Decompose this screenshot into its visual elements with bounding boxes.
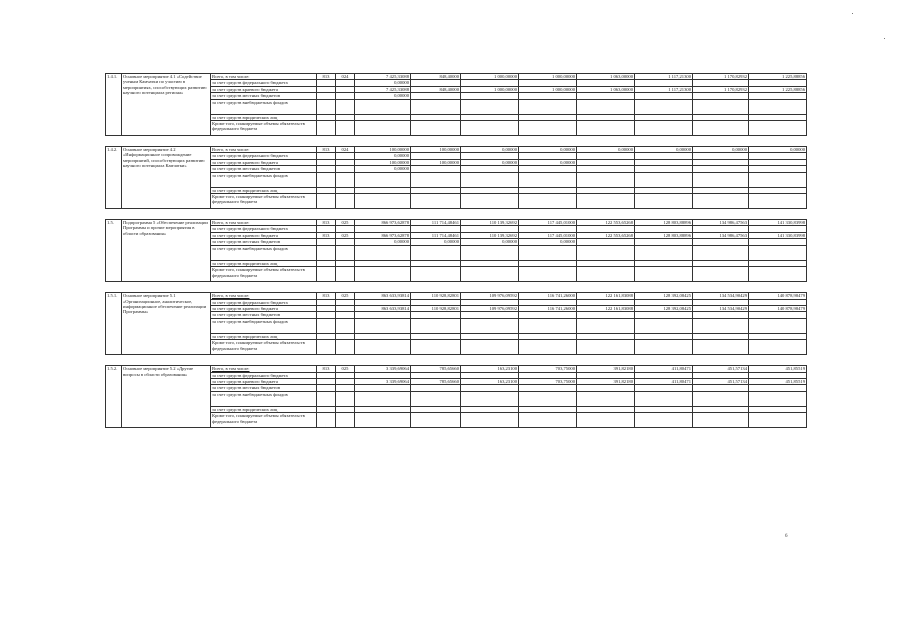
amount-cell: [635, 318, 693, 333]
amount-cell: 117 445,01000: [519, 232, 577, 238]
amount-cell: 0,00000: [355, 93, 411, 99]
amount-cell: [411, 413, 461, 428]
program-code: [336, 318, 355, 333]
amount-cell: [411, 99, 461, 114]
funding-source-label: Кроме того, планируемые объемы обязательств федерального бюджета: [211, 194, 317, 209]
amount-cell: [635, 413, 693, 428]
program-code: [336, 391, 355, 406]
grbs-code: 813: [317, 366, 336, 372]
block-spacer: [106, 355, 807, 366]
funding-source-label: за счет средств внебюджетных фондов: [211, 391, 317, 406]
funding-source-label: за счет средств внебюджетных фондов: [211, 318, 317, 333]
amount-cell: 0,00000: [577, 147, 635, 153]
amount-cell: [749, 413, 807, 428]
amount-cell: 451,57134: [693, 378, 749, 384]
grbs-code: [317, 99, 336, 114]
amount-cell: [355, 340, 411, 355]
grbs-code: [317, 318, 336, 333]
amount-cell: [693, 245, 749, 260]
funding-source-label: за счет средств местных бюджетов: [211, 93, 317, 99]
page-number: 6: [785, 534, 788, 539]
program-code: [336, 99, 355, 114]
amount-cell: 451,85519: [749, 378, 807, 384]
amount-cell: [693, 413, 749, 428]
funding-source-label: за счет средств местных бюджетов: [211, 312, 317, 318]
table-row: [106, 391, 807, 406]
funding-source-label: за счет средств местных бюджетов: [211, 385, 317, 391]
amount-cell: 1 000,00000: [519, 74, 577, 80]
amount-cell: 0,00000: [461, 239, 519, 245]
amount-cell: 141 330,83998: [749, 232, 807, 238]
amount-cell: 134 986,47563: [693, 220, 749, 226]
amount-cell: [411, 267, 461, 282]
amount-cell: [411, 245, 461, 260]
program-code: [336, 172, 355, 187]
table-row: [106, 318, 807, 333]
amount-cell: [635, 267, 693, 282]
amount-cell: 111 714,48461: [411, 220, 461, 226]
amount-cell: [411, 318, 461, 333]
amount-cell: 116 741,26000: [519, 293, 577, 299]
funding-source-label: за счет средств федерального бюджета: [211, 80, 317, 86]
grbs-code: [317, 121, 336, 136]
amount-cell: 122 161,83088: [577, 305, 635, 311]
funding-source-label: за счет средств краевого бюджета: [211, 86, 317, 92]
grbs-code: [317, 340, 336, 355]
amount-cell: [461, 194, 519, 209]
program-code: [336, 340, 355, 355]
amount-cell: 0,00000: [519, 159, 577, 165]
amount-cell: [519, 194, 577, 209]
amount-cell: [749, 391, 807, 406]
funding-source-label: Всего, в том числе:: [211, 74, 317, 80]
amount-cell: [355, 245, 411, 260]
amount-cell: [461, 99, 519, 114]
item-number: 1.5.1.: [106, 293, 122, 355]
amount-cell: 391,82180: [577, 366, 635, 372]
amount-cell: 1 000,00000: [461, 86, 519, 92]
item-title: Основное мероприятие 5.1 «Организационное, аналитическое, информационное обеспечение реализации Программы»: [122, 293, 211, 355]
amount-cell: [411, 172, 461, 187]
funding-source-label: Всего, в том числе:: [211, 147, 317, 153]
funding-source-label: Всего, в том числе:: [211, 293, 317, 299]
amount-cell: 785,65660: [411, 366, 461, 372]
amount-cell: [461, 318, 519, 333]
amount-cell: 0,00000: [411, 239, 461, 245]
amount-cell: [411, 340, 461, 355]
funding-source-label: за счет средств юридических лиц: [211, 260, 317, 266]
amount-cell: 411,80471: [635, 378, 693, 384]
amount-cell: 0,00000: [355, 239, 411, 245]
amount-cell: [749, 340, 807, 355]
amount-cell: 128 392,08425: [635, 293, 693, 299]
amount-cell: 0,00000: [461, 159, 519, 165]
block-spacer: [106, 136, 807, 147]
amount-cell: 0,00000: [355, 166, 411, 172]
program-code: 025: [336, 293, 355, 299]
funding-source-label: за счет средств юридических лиц: [211, 187, 317, 193]
funding-source-label: за счет средств местных бюджетов: [211, 166, 317, 172]
amount-cell: [577, 413, 635, 428]
amount-cell: 848,40000: [411, 74, 461, 80]
grbs-code: [317, 391, 336, 406]
amount-cell: 110 928,82801: [411, 293, 461, 299]
amount-cell: [635, 245, 693, 260]
amount-cell: 110 139,32692: [461, 232, 519, 238]
amount-cell: [693, 340, 749, 355]
amount-cell: [693, 99, 749, 114]
amount-cell: 1 000,00000: [519, 86, 577, 92]
grbs-code: 813: [317, 147, 336, 153]
amount-cell: [355, 391, 411, 406]
amount-cell: [461, 245, 519, 260]
amount-cell: [693, 318, 749, 333]
funding-table: [105, 73, 807, 428]
item-title: Основное мероприятие 5.2 «Другие вопросы в области образования»: [122, 366, 211, 428]
funding-source-label: за счет средств внебюджетных фондов: [211, 99, 317, 114]
amount-cell: 391,82180: [577, 378, 635, 384]
amount-cell: [577, 194, 635, 209]
program-code: [336, 194, 355, 209]
amount-cell: [355, 121, 411, 136]
amount-cell: 866 973,62878: [355, 220, 411, 226]
grbs-code: 813: [317, 220, 336, 226]
grbs-code: [317, 172, 336, 187]
table-row: [106, 267, 807, 282]
amount-cell: [693, 267, 749, 282]
item-title: Основное мероприятие 4.2 «Информационное сопровождение мероприятий, способствующих развитию научного потенциала Камчатки»: [122, 147, 211, 209]
amount-cell: 703,75000: [519, 366, 577, 372]
amount-cell: [577, 340, 635, 355]
funding-source-label: за счет средств юридических лиц: [211, 333, 317, 339]
amount-cell: [577, 391, 635, 406]
spacer-cell: [106, 355, 807, 366]
amount-cell: 1 063,00000: [577, 86, 635, 92]
amount-cell: 111 714,48461: [411, 232, 461, 238]
amount-cell: 122 161,83088: [577, 293, 635, 299]
amount-cell: [355, 267, 411, 282]
amount-cell: [749, 194, 807, 209]
program-code: 025: [336, 366, 355, 372]
block-spacer: [106, 282, 807, 293]
funding-source-label: Кроме того, планируемые объемы обязательств федерального бюджета: [211, 121, 317, 136]
amount-cell: 866 973,62878: [355, 232, 411, 238]
funding-source-label: за счет средств краевого бюджета: [211, 159, 317, 165]
amount-cell: [519, 99, 577, 114]
amount-cell: [635, 391, 693, 406]
amount-cell: 7 425,33088: [355, 74, 411, 80]
amount-cell: 1 117,21300: [635, 74, 693, 80]
amount-cell: 0,00000: [355, 80, 411, 86]
amount-cell: 703,75000: [519, 378, 577, 384]
amount-cell: [461, 391, 519, 406]
funding-source-label: за счет средств внебюджетных фондов: [211, 245, 317, 260]
amount-cell: 1 225,88856: [749, 74, 807, 80]
amount-cell: 7 425,33088: [355, 86, 411, 92]
scan-speck: [884, 38, 885, 39]
funding-source-label: Всего, в том числе:: [211, 366, 317, 372]
amount-cell: [749, 172, 807, 187]
amount-cell: [461, 121, 519, 136]
amount-cell: [461, 413, 519, 428]
amount-cell: [411, 194, 461, 209]
block-spacer: [106, 209, 807, 220]
item-title: Основное мероприятие 4.1 «Содействие ученым Камчатки по участию в мероприятиях, способствующих развитию научного потенциала региона»: [122, 74, 211, 136]
amount-cell: 848,40000: [411, 86, 461, 92]
amount-cell: 1 225,88856: [749, 86, 807, 92]
amount-cell: [635, 121, 693, 136]
amount-cell: 0,00000: [519, 239, 577, 245]
spacer-cell: [106, 282, 807, 293]
program-code: [336, 245, 355, 260]
amount-cell: 110 139,32692: [461, 220, 519, 226]
funding-source-label: за счет средств федерального бюджета: [211, 299, 317, 305]
amount-cell: 863 633,93814: [355, 293, 411, 299]
grbs-code: [317, 413, 336, 428]
amount-cell: [577, 318, 635, 333]
funding-source-label: за счет средств местных бюджетов: [211, 239, 317, 245]
grbs-code: 813: [317, 293, 336, 299]
amount-cell: 0,00000: [355, 153, 411, 159]
amount-cell: 0,00000: [519, 147, 577, 153]
amount-cell: 1 000,00000: [461, 74, 519, 80]
amount-cell: [355, 99, 411, 114]
scan-speck: [852, 13, 853, 14]
spacer-cell: [106, 136, 807, 147]
program-code: [336, 121, 355, 136]
item-number: 1.5.: [106, 220, 122, 282]
amount-cell: 163,23100: [461, 366, 519, 372]
amount-cell: 110 928,82801: [411, 305, 461, 311]
amount-cell: 100,00000: [355, 159, 411, 165]
amount-cell: [461, 172, 519, 187]
amount-cell: 411,80471: [635, 366, 693, 372]
amount-cell: 451,85519: [749, 366, 807, 372]
amount-cell: [411, 121, 461, 136]
amount-cell: 109 976,09592: [461, 293, 519, 299]
amount-cell: 116 741,26000: [519, 305, 577, 311]
amount-cell: [577, 267, 635, 282]
funding-source-label: за счет средств юридических лиц: [211, 114, 317, 120]
amount-cell: 0,00000: [461, 147, 519, 153]
amount-cell: 100,00000: [411, 159, 461, 165]
funding-source-label: за счет средств внебюджетных фондов: [211, 172, 317, 187]
amount-cell: [519, 172, 577, 187]
amount-cell: 0,00000: [693, 147, 749, 153]
table-row: [106, 194, 807, 209]
item-title: Подпрограмма 5 «Обеспечение реализации Программы и прочие мероприятия в области образования»: [122, 220, 211, 282]
table-row: [106, 340, 807, 355]
amount-cell: [749, 121, 807, 136]
amount-cell: [693, 172, 749, 187]
amount-cell: 122 553,65268: [577, 232, 635, 238]
amount-cell: 3 339,69064: [355, 366, 411, 372]
amount-cell: [519, 340, 577, 355]
amount-cell: 117 445,01000: [519, 220, 577, 226]
amount-cell: 451,57134: [693, 366, 749, 372]
amount-cell: 1 063,00000: [577, 74, 635, 80]
funding-source-label: за счет средств краевого бюджета: [211, 305, 317, 311]
amount-cell: [519, 413, 577, 428]
amount-cell: 140 878,98479: [749, 293, 807, 299]
amount-cell: 0,00000: [635, 147, 693, 153]
amount-cell: [693, 121, 749, 136]
table-row: [106, 121, 807, 136]
amount-cell: [461, 267, 519, 282]
amount-cell: 1 117,21300: [635, 86, 693, 92]
amount-cell: 141 330,83998: [749, 220, 807, 226]
amount-cell: 134 534,90429: [693, 305, 749, 311]
amount-cell: [577, 172, 635, 187]
amount-cell: [519, 245, 577, 260]
funding-source-label: Кроме того, планируемые объемы обязательств федерального бюджета: [211, 267, 317, 282]
amount-cell: [693, 194, 749, 209]
amount-cell: 1 170,82932: [693, 86, 749, 92]
amount-cell: [635, 340, 693, 355]
funding-source-label: за счет средств краевого бюджета: [211, 378, 317, 384]
item-number: 1.4.1.: [106, 74, 122, 136]
amount-cell: [577, 99, 635, 114]
amount-cell: [749, 245, 807, 260]
amount-cell: [461, 340, 519, 355]
funding-source-label: Всего, в том числе:: [211, 220, 317, 226]
amount-cell: 128 803,88896: [635, 220, 693, 226]
amount-cell: 122 553,65268: [577, 220, 635, 226]
program-code: [336, 267, 355, 282]
amount-cell: 3 339,69064: [355, 378, 411, 384]
program-code: 025: [336, 232, 355, 238]
amount-cell: 0,00000: [749, 147, 807, 153]
amount-cell: 140 878,98479: [749, 305, 807, 311]
amount-cell: [693, 391, 749, 406]
funding-source-label: за счет средств краевого бюджета: [211, 232, 317, 238]
amount-cell: 134 534,90429: [693, 293, 749, 299]
amount-cell: 109 976,09592: [461, 305, 519, 311]
amount-cell: [635, 194, 693, 209]
spacer-cell: [106, 209, 807, 220]
amount-cell: [577, 121, 635, 136]
table-row: [106, 172, 807, 187]
grbs-code: 813: [317, 74, 336, 80]
amount-cell: [355, 172, 411, 187]
amount-cell: [749, 267, 807, 282]
item-number: 1.4.2.: [106, 147, 122, 209]
amount-cell: 134 986,47563: [693, 232, 749, 238]
program-code: 025: [336, 220, 355, 226]
table-row: [106, 413, 807, 428]
amount-cell: [519, 267, 577, 282]
program-code: 024: [336, 74, 355, 80]
amount-cell: [355, 194, 411, 209]
program-code: [336, 413, 355, 428]
amount-cell: [519, 391, 577, 406]
amount-cell: 785,65660: [411, 378, 461, 384]
amount-cell: [749, 318, 807, 333]
amount-cell: 1 170,82932: [693, 74, 749, 80]
funding-source-label: за счет средств федерального бюджета: [211, 226, 317, 232]
funding-source-label: за счет средств федерального бюджета: [211, 153, 317, 159]
funding-source-label: за счет средств юридических лиц: [211, 406, 317, 412]
grbs-code: [317, 245, 336, 260]
amount-cell: [519, 121, 577, 136]
amount-cell: 128 803,88896: [635, 232, 693, 238]
table-row: [106, 245, 807, 260]
amount-cell: 100,00000: [411, 147, 461, 153]
amount-cell: [411, 391, 461, 406]
program-code: 024: [336, 147, 355, 153]
amount-cell: [635, 172, 693, 187]
amount-cell: 128 392,08425: [635, 305, 693, 311]
table-row: [106, 99, 807, 114]
amount-cell: [749, 99, 807, 114]
grbs-code: 813: [317, 232, 336, 238]
grbs-code: [317, 267, 336, 282]
amount-cell: [519, 318, 577, 333]
amount-cell: [355, 318, 411, 333]
amount-cell: 163,23100: [461, 378, 519, 384]
funding-source-label: Кроме того, планируемые объемы обязательств федерального бюджета: [211, 413, 317, 428]
grbs-code: [317, 194, 336, 209]
item-number: 1.5.2.: [106, 366, 122, 428]
funding-source-label: за счет средств федерального бюджета: [211, 372, 317, 378]
amount-cell: 100,00000: [355, 147, 411, 153]
amount-cell: [355, 413, 411, 428]
amount-cell: [635, 99, 693, 114]
amount-cell: [577, 245, 635, 260]
amount-cell: 863 633,93814: [355, 305, 411, 311]
funding-source-label: Кроме того, планируемые объемы обязательств федерального бюджета: [211, 340, 317, 355]
